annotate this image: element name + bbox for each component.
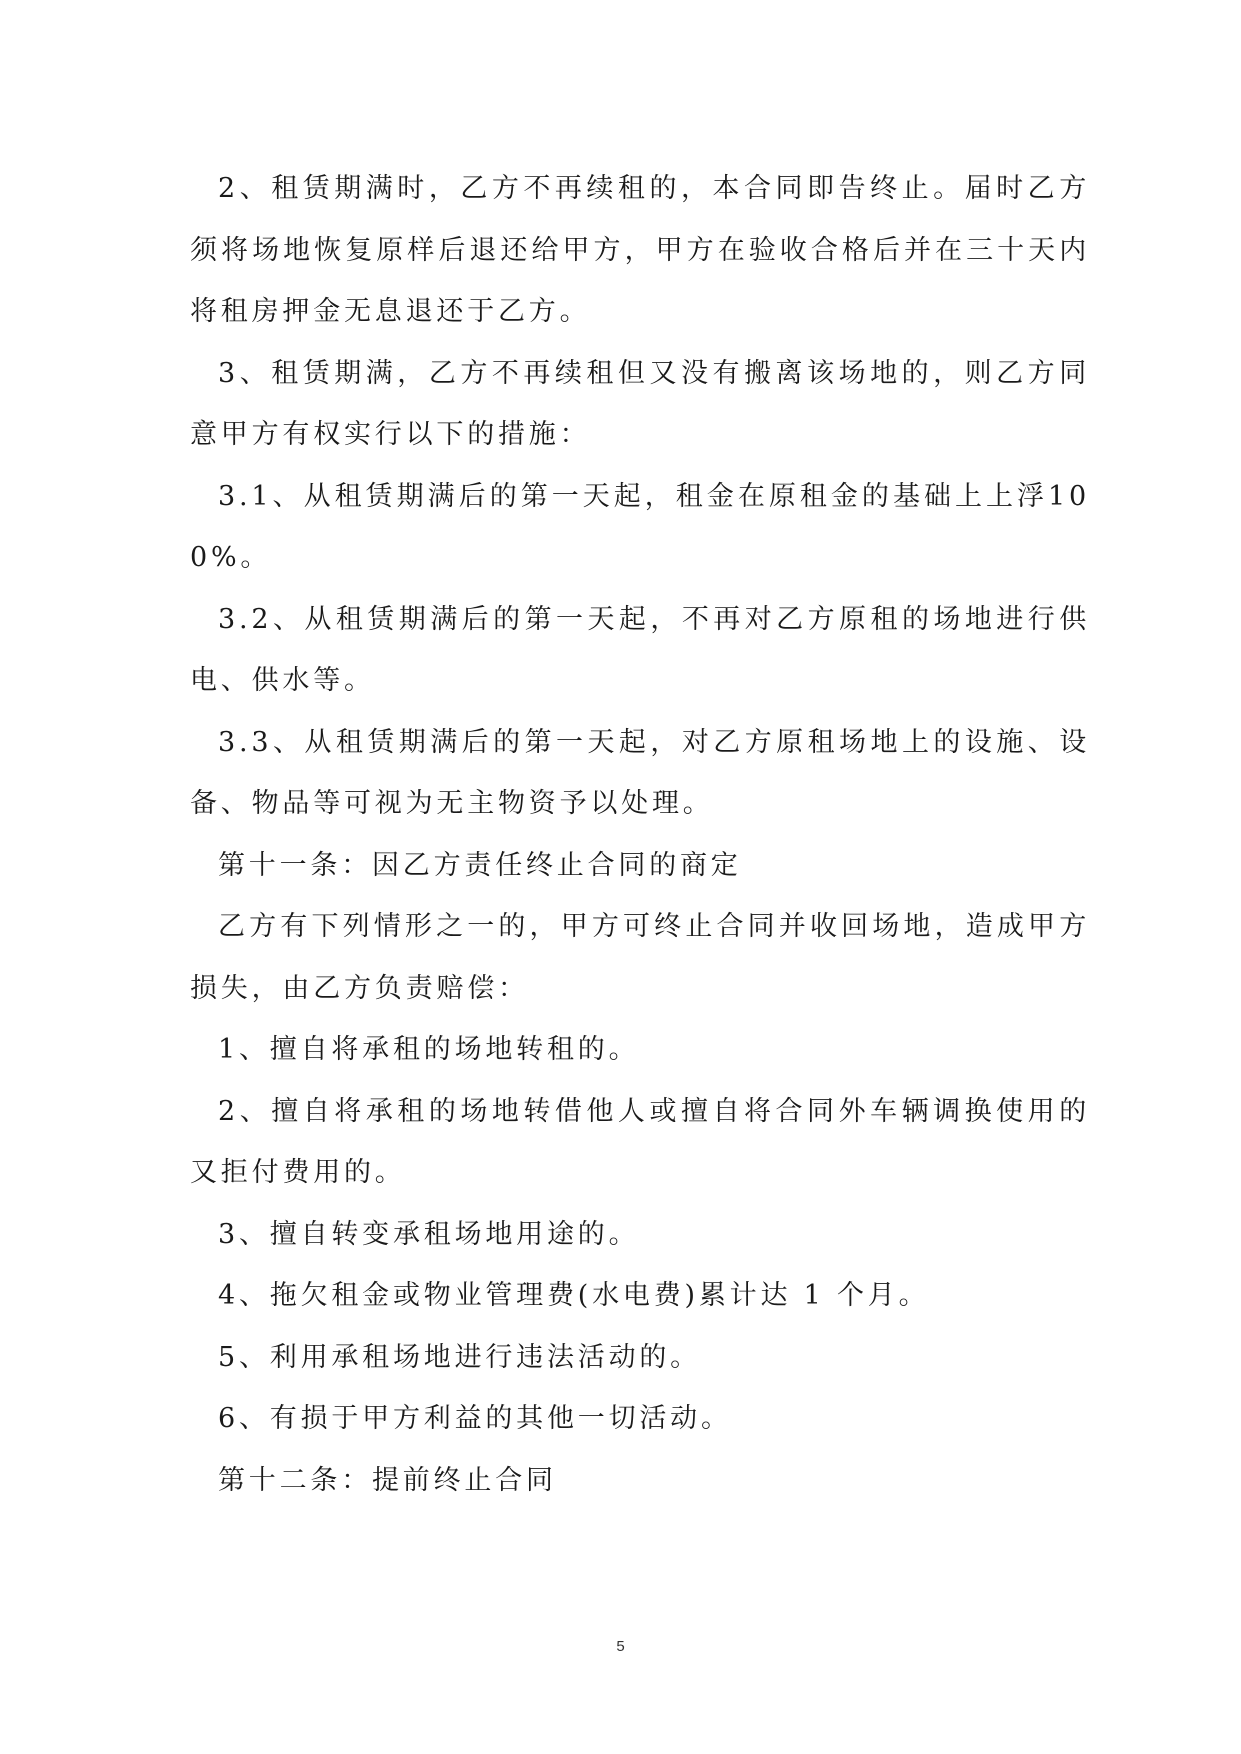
page-number: 5 [616, 1638, 625, 1655]
paragraph-clause-3-2: 3.2、从租赁期满后的第一天起，不再对乙方原租的场地进行供电、供水等。 [190, 603, 1090, 696]
article-11-item-3: 3、擅自转变承租场地用途的。 [218, 1218, 640, 1250]
article-12-heading: 第十二条：提前终止合同 [218, 1464, 557, 1496]
article-11-item-1: 1、擅自将承租的场地转租的。 [218, 1034, 640, 1065]
article-11-item-4: 4、拖欠租金或物业管理费(水电费)累计达 1 个月。 [218, 1280, 930, 1311]
paragraph-clause-3-3: 3.3、从租赁期满后的第一天起，对乙方原租场地上的设施、设备、物品等可视为无主物资予以处理。 [190, 726, 1090, 819]
paragraph-clause-2: 2、租赁期满时，乙方不再续租的，本合同即告终止。届时乙方须将场地恢复原样后退还给甲方，甲方在验收合格后并在三十天内将租房押金无息退还于乙方。 [190, 173, 1090, 327]
article-11-item-5: 5、利用承租场地进行违法活动的。 [218, 1341, 701, 1373]
article-11-item-6: 6、有损于甲方利益的其他一切活动。 [218, 1403, 732, 1434]
paragraph-clause-3: 3、租赁期满，乙方不再续租但又没有搬离该场地的，则乙方同意甲方有权实行以下的措施： [190, 357, 1090, 450]
article-11-item-2: 2、擅自将承租的场地转借他人或擅自将合同外车辆调换使用的又拒付费用的。 [190, 1095, 1090, 1188]
paragraph-clause-3-1: 3.1、从租赁期满后的第一天起，租金在原租金的基础上上浮100%。 [190, 480, 1090, 573]
article-11-heading: 第十一条：因乙方责任终止合同的商定 [218, 849, 742, 881]
document-body [190, 158, 1090, 1511]
article-11-intro: 乙方有下列情形之一的，甲方可终止合同并收回场地，造成甲方损失，由乙方负责赔偿： [190, 911, 1090, 1004]
